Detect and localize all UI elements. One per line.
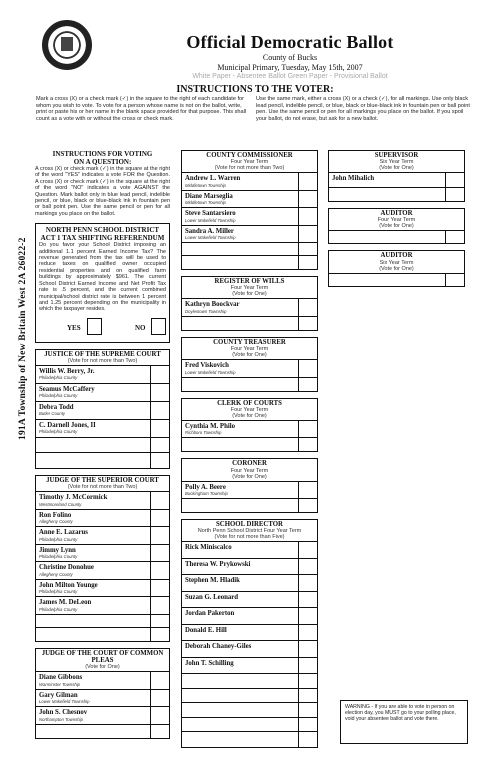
office-superior-court [35, 475, 170, 642]
candidate-name: Fred Viskovich [185, 362, 229, 370]
candidate-row[interactable] [182, 482, 317, 500]
office-title: AUDITOR [380, 252, 413, 260]
write-in-row[interactable] [329, 231, 464, 243]
office-title: CLERK OF COURTS [217, 399, 282, 407]
candidate-residence: Middletown Township [185, 200, 226, 206]
office-auditor-four-year [328, 208, 465, 244]
candidate-row[interactable] [182, 658, 317, 675]
candidate-residence: Philadelphia County [39, 429, 78, 435]
candidate-row[interactable] [36, 562, 169, 580]
office-county-treasurer [181, 337, 318, 392]
office-vote-note: (Vote for not more than Two) [67, 357, 138, 364]
candidate-residence: Philadelphia County [39, 536, 78, 542]
office-title: AUDITOR [380, 210, 413, 218]
candidate-row[interactable] [36, 492, 169, 510]
office-common-pleas [35, 648, 170, 739]
ballot-title: Official Democratic Ballot [186, 32, 394, 52]
referendum-vote [39, 318, 166, 340]
candidate-name: Sandra A. Miller [185, 227, 234, 235]
office-header [182, 520, 317, 542]
write-in-row[interactable] [329, 188, 464, 201]
office-header [182, 151, 317, 173]
candidate-name: Ron Folino [39, 511, 72, 519]
candidate-residence: Northampton Township [39, 716, 84, 722]
write-in-row[interactable] [36, 453, 169, 468]
office-supreme-court [35, 349, 170, 469]
write-in-row[interactable] [36, 725, 169, 738]
candidate-name: Steve Santarsiero [185, 210, 236, 218]
office-title: SCHOOL DIRECTOR [216, 521, 283, 529]
candidate-residence: Allegheny County [39, 571, 73, 577]
candidate-name: Donald E. Hill [185, 626, 227, 634]
office-title: JUDGE OF THE COURT OF COMMON PLEAS [41, 649, 164, 664]
left-column [35, 150, 170, 745]
office-register-of-wills [181, 276, 318, 331]
candidate-residence: Philadelphia County [39, 554, 78, 560]
candidate-row[interactable] [36, 366, 169, 384]
write-in-row[interactable] [182, 674, 317, 689]
office-term: Six Year Term [379, 159, 414, 166]
candidate-residence: Lower Makefield Township [185, 217, 236, 223]
candidate-name: James M. DeLeon [39, 599, 92, 607]
instructions-left: Mark a cross (X) or a check mark (✓) in the square to the right of each candidate for whom you wish to vote. To vote for a person whose name is not on the ballot, write, print or paste his or her name in the blank space provided for that purpose. This shall count as a vote with or without the cross or check mark. [36, 96, 247, 123]
office-clerk-of-courts [181, 398, 318, 453]
referendum-section [35, 223, 170, 342]
candidate-name: Diane Marseglia [185, 192, 233, 200]
candidate-residence: Warminster Township [39, 681, 81, 687]
office-term: Four Year Term [377, 217, 416, 224]
office-vote-note: (Vote for not more than Two) [214, 165, 285, 172]
candidate-name: Willis W. Berry, Jr. [39, 367, 95, 375]
instructions-right: Use the same mark, either a cross (X) or a check (✓), for all markings. Use only black lead pencil, indelible pencil, or blue, black or blue-black ink in fountain pen or ball point pen. Use the same pencil or pen for all markings you place on the ballot. If you spoil your ballot, do not erase, but ask for a new ballot. [256, 96, 470, 123]
candidate-row[interactable] [36, 707, 169, 725]
precinct-label: 191A Township of New Britain West 2A 26022-2 [18, 237, 28, 440]
write-in-row[interactable] [182, 703, 317, 718]
office-coroner [181, 458, 318, 513]
office-header [36, 476, 169, 492]
candidate-name: John Mihalich [332, 175, 375, 183]
write-in-row[interactable] [182, 499, 317, 512]
candidate-residence: Lower Makefield Township [185, 369, 236, 375]
office-title: JUSTICE OF THE SUPREME COURT [44, 350, 161, 358]
office-vote-note: (Vote for One) [379, 165, 414, 172]
candidate-row[interactable] [36, 545, 169, 563]
candidate-row[interactable] [36, 672, 169, 690]
candidate-row[interactable] [36, 580, 169, 598]
candidate-name: Deborah Chaney-Giles [185, 643, 252, 651]
office-term: Four Year Term [230, 285, 269, 292]
candidate-name: Debra Todd [39, 403, 74, 411]
office-term: Four Year Term [230, 346, 269, 353]
question-instructions-text: A cross (X) or check mark (✓) in the square at the right of the word "YES" indicates a vote FOR the Question. A cross (X) or check mark (✓) in the square at the right of the word "NO" indicates a vote AGAINST the Question. Mark ballot only in blue lead pencil, indelible pencil, or blue, black or blue-black ink in fountain pen or ball point pen. Use the same pencil or pen for all markings you place on the ballot. [35, 166, 170, 217]
office-term: North Penn School District Four Year Term [197, 528, 302, 535]
office-supervisor [328, 150, 465, 202]
office-header [182, 277, 317, 299]
office-header [329, 209, 464, 231]
candidate-residence: Philadelphia County [39, 606, 78, 612]
candidate-residence: Middletown Township [185, 182, 226, 188]
office-title: CORONER [232, 460, 267, 468]
candidate-residence: Lower Makefield Township [185, 235, 236, 241]
office-header [182, 459, 317, 481]
office-vote-note: (Vote for One) [379, 265, 414, 272]
candidate-residence: Richboro Township [185, 430, 222, 436]
write-in-row[interactable] [182, 243, 317, 256]
no-checkbox[interactable] [151, 318, 166, 335]
candidate-name: John T. Schilling [185, 659, 234, 667]
candidate-name: Gary Gilman [39, 691, 78, 699]
candidate-row[interactable] [36, 527, 169, 545]
office-vote-note: (Vote for One) [232, 352, 267, 359]
office-title: SUPERVISOR [374, 152, 419, 159]
office-school-director [181, 519, 318, 748]
candidate-name: Polly A. Beere [185, 483, 226, 491]
question-instructions [35, 150, 170, 217]
write-in-row[interactable] [36, 615, 169, 628]
right-column [328, 150, 465, 293]
office-header [36, 350, 169, 366]
office-term: Four Year Term [230, 467, 269, 474]
absentee-warning: WARNING - If you are able to vote in person on election day, you MUST go to your polling place, void your absentee ballot and vote there. [340, 700, 468, 744]
candidate-name: John S. Chesnov [39, 709, 88, 717]
candidate-row[interactable] [182, 608, 317, 625]
candidate-row[interactable] [182, 421, 317, 439]
write-in-row[interactable] [182, 378, 317, 391]
candidate-name: Suzan G. Leonard [185, 593, 239, 601]
candidate-row[interactable] [329, 173, 464, 188]
candidate-residence: Doylestown Township [185, 308, 227, 314]
office-title: JUDGE OF THE SUPERIOR COURT [46, 476, 159, 484]
office-header [329, 251, 464, 273]
candidate-name: Stephen M. Hladik [185, 577, 240, 585]
candidate-name: Seamus McCaffery [39, 385, 95, 393]
office-header [182, 399, 317, 421]
yes-label: YES [67, 323, 81, 332]
office-title: COUNTY TREASURER [213, 338, 286, 346]
write-in-row[interactable] [182, 317, 317, 330]
candidate-name: John Milton Younge [39, 581, 98, 589]
candidate-residence: Philadelphia County [39, 375, 78, 381]
office-auditor-six-year [328, 250, 465, 286]
candidate-name: C. Darnell Jones, II [39, 421, 96, 429]
candidate-name: Diane Gibbons [39, 674, 83, 682]
candidate-row[interactable] [182, 641, 317, 658]
candidate-row[interactable] [36, 420, 169, 438]
candidate-name: Timothy J. McCormick [39, 494, 108, 502]
candidate-row[interactable] [182, 559, 317, 576]
office-vote-note: (Vote for One) [232, 412, 267, 419]
candidate-row[interactable] [182, 360, 317, 378]
candidate-row[interactable] [182, 625, 317, 642]
office-vote-note: (Vote for One) [232, 291, 267, 298]
candidate-row[interactable] [182, 542, 317, 559]
candidate-row[interactable] [182, 191, 317, 209]
candidate-residence: Butler County [39, 411, 66, 417]
write-in-row[interactable] [182, 718, 317, 733]
candidate-name: Andrew L. Warren [185, 175, 241, 183]
candidate-row[interactable] [36, 510, 169, 528]
candidate-name: Anne E. Lazarus [39, 529, 88, 537]
candidate-row[interactable] [182, 226, 317, 244]
write-in-row[interactable] [182, 732, 317, 747]
candidate-residence: Philadelphia County [39, 393, 78, 399]
candidate-row[interactable] [36, 690, 169, 708]
candidate-name: Jordan Pakerton [185, 610, 235, 618]
candidate-residence: Westmoreland County [39, 501, 82, 507]
referendum-heading: NORTH PENN SCHOOL DISTRICT ACT 1 TAX SHIFTING REFERENDUM [40, 226, 165, 243]
office-term: Six Year Term [379, 259, 414, 266]
office-header [329, 151, 464, 173]
write-in-row[interactable] [36, 628, 169, 641]
write-in-row[interactable] [329, 274, 464, 286]
candidate-row[interactable] [182, 208, 317, 226]
candidate-row[interactable] [182, 575, 317, 592]
candidate-row[interactable] [36, 384, 169, 402]
candidate-residence: Buckingham Township [185, 491, 228, 497]
county-seal-icon [42, 20, 92, 70]
instructions-heading: INSTRUCTIONS TO THE VOTER: [176, 84, 334, 95]
ballot-side-label [4, 150, 28, 450]
no-label: NO [135, 323, 146, 332]
candidate-residence: Philadelphia County [39, 589, 78, 595]
office-title: COUNTY COMMISSIONER [206, 152, 293, 159]
office-title: REGISTER OF WILLS [214, 278, 285, 286]
candidate-name: Theresa W. Prykowski [185, 560, 251, 568]
office-term: Four Year Term [230, 159, 269, 166]
candidate-row[interactable] [36, 402, 169, 420]
candidate-name: Christine Donohue [39, 564, 94, 572]
candidate-name: Cynthia M. Philo [185, 422, 236, 430]
candidate-residence: Allegheny County [39, 519, 73, 525]
write-in-row[interactable] [36, 438, 169, 453]
candidate-name: Kathryn Boockvar [185, 301, 240, 309]
candidate-name: Rick Miniscalco [185, 544, 232, 552]
office-vote-note: (Vote for One) [232, 473, 267, 480]
write-in-row[interactable] [182, 438, 317, 451]
referendum-text: Do you favor your School District imposing an additional 1.1 percent Earned Income Tax? The revenue generated from the tax will be used to reduce taxes on qualified owner occupied residential properties and on qualified farm buildings by approximately $961. The current School District Earned Income and Net Profit Tax rate is .5 percent, and the current combined municipal/school district rate is between 1 percent and 1.25 percent depending on the municipality in which the taxpayer resides. [39, 242, 166, 313]
office-header [182, 338, 317, 360]
office-vote-note: (Vote for not more than Two) [67, 484, 138, 491]
county-name: County of Bucks [262, 53, 318, 62]
candidate-row[interactable] [182, 592, 317, 609]
middle-column [181, 150, 318, 754]
candidate-row[interactable] [182, 299, 317, 317]
candidate-row[interactable] [36, 597, 169, 615]
office-header [36, 649, 169, 672]
write-in-row[interactable] [182, 256, 317, 269]
write-in-row[interactable] [182, 689, 317, 704]
election-date: Municipal Primary, Tuesday, May 15th, 2007 [217, 63, 363, 72]
paper-types: White Paper - Absentee Ballot Green Paper - Provisional Ballot [192, 73, 388, 80]
question-instructions-heading: INSTRUCTIONS FOR VOTING ON A QUESTION: [52, 150, 153, 166]
office-term: Four Year Term [230, 406, 269, 413]
office-vote-note: (Vote for One) [379, 223, 414, 230]
candidate-residence: Lower Makefield Township [39, 699, 90, 705]
ballot-header [100, 32, 480, 80]
yes-checkbox[interactable] [87, 318, 102, 335]
office-county-commissioner [181, 150, 318, 270]
candidate-row[interactable] [182, 173, 317, 191]
candidate-name: Jimmy Lynn [39, 546, 76, 554]
office-vote-note: (Vote for not more than Five) [214, 534, 285, 541]
office-vote-note: (Vote for One) [85, 664, 120, 671]
